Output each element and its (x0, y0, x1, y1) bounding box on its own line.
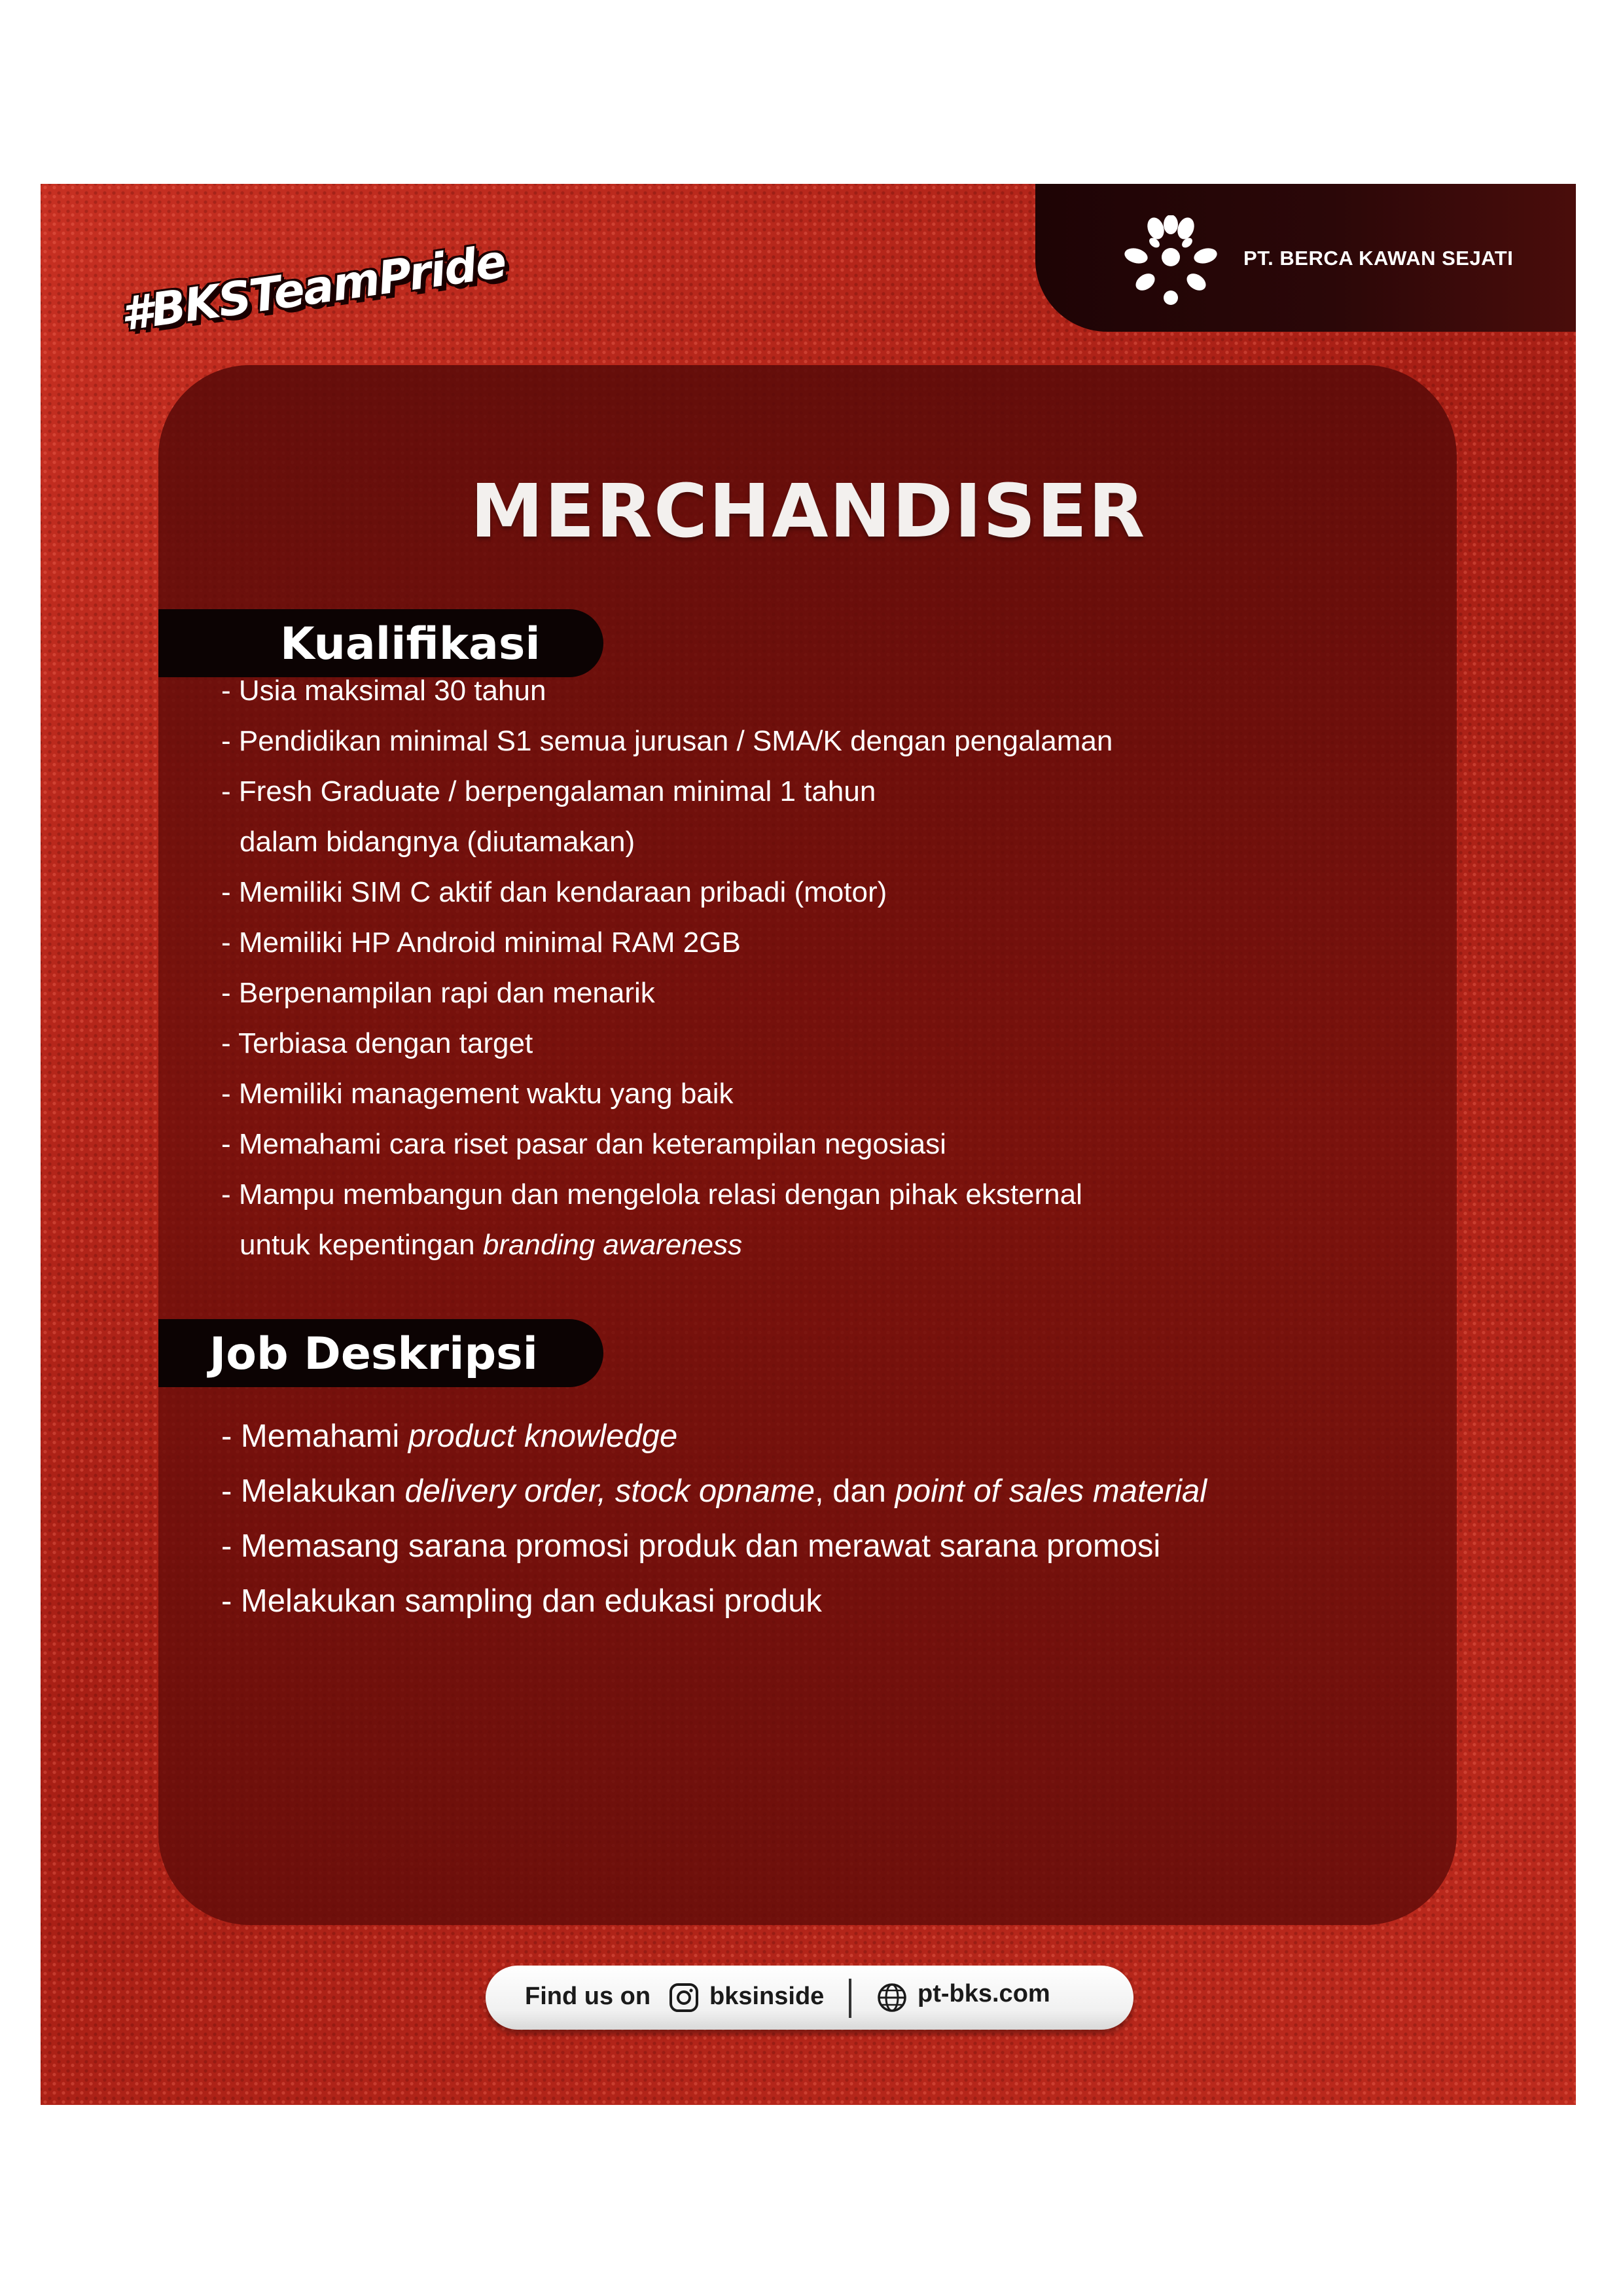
hashtag-badge: #BKSTeamPride (117, 234, 509, 342)
list-item-text: , dan (814, 1474, 895, 1509)
job-description-list (221, 1409, 1207, 1629)
list-item-text: - Melakukan (221, 1474, 405, 1509)
job-poster (41, 184, 1576, 2105)
qualifications-heading: Kualifikasi (280, 618, 541, 670)
qualifications-list (221, 665, 1113, 1270)
list-item-italic: branding awareness (482, 1229, 743, 1261)
list-item: - Fresh Graduate / berpengalaman minimal 1 tahun (221, 775, 876, 807)
instagram-icon[interactable] (668, 1981, 700, 2014)
list-item-italic: product knowledge (408, 1419, 678, 1454)
list-item: - Memiliki SIM C aktif dan kendaraan pribadi (motor) (221, 876, 887, 908)
list-item: - Mampu membangun dan mengelola relasi dengan pihak eksternal (221, 1178, 1082, 1210)
job-description-heading: Job Deskripsi (209, 1328, 538, 1380)
list-item: - Memiliki management waktu yang baik (221, 1078, 734, 1110)
list-item: - Memahami cara riset pasar dan keterampilan negosiasi (221, 1128, 946, 1160)
list-item (221, 1220, 1113, 1270)
list-item-text: - Memasang sarana promosi produk dan merawat sarana promosi (221, 1528, 1161, 1564)
footer-divider (849, 1979, 851, 2018)
job-description-heading-bar (158, 1319, 603, 1387)
list-item-italic: point of sales material (895, 1474, 1207, 1509)
instagram-handle[interactable]: bksinside (709, 1983, 825, 2010)
list-item: - Memiliki HP Android minimal RAM 2GB (221, 927, 741, 959)
list-item-italic: delivery order, stock opname (404, 1474, 815, 1509)
flower-logo-icon (1122, 215, 1220, 307)
list-item-text: - Melakukan sampling dan edukasi produk (221, 1583, 822, 1619)
list-item (221, 1519, 1207, 1574)
list-item (221, 1409, 1207, 1464)
list-item-text: - Memahami (221, 1419, 408, 1454)
list-item: - Pendidikan minimal S1 semua jurusan / SMA/K dengan pengalaman (221, 725, 1113, 757)
list-item (221, 1464, 1207, 1519)
list-item: - Terbiasa dengan target (221, 1027, 533, 1059)
list-item (221, 1574, 1207, 1629)
footer-contact-bar (486, 1966, 1133, 2030)
list-item-text: untuk kepentingan (240, 1229, 475, 1261)
list-item: dalam bidangnya (diutamakan) (240, 826, 635, 858)
find-us-label: Find us on (525, 1983, 651, 2010)
company-brand-tab (1035, 184, 1576, 332)
page-title: MERCHANDISER (470, 469, 1147, 554)
globe-icon[interactable] (876, 1981, 908, 2014)
list-item: - Usia maksimal 30 tahun (221, 675, 546, 707)
website-link[interactable]: pt-bks.com (918, 1980, 1050, 2007)
company-name: PT. BERCA KAWAN SEJATI (1243, 247, 1514, 270)
list-item: - Berpenampilan rapi dan menarik (221, 977, 655, 1009)
